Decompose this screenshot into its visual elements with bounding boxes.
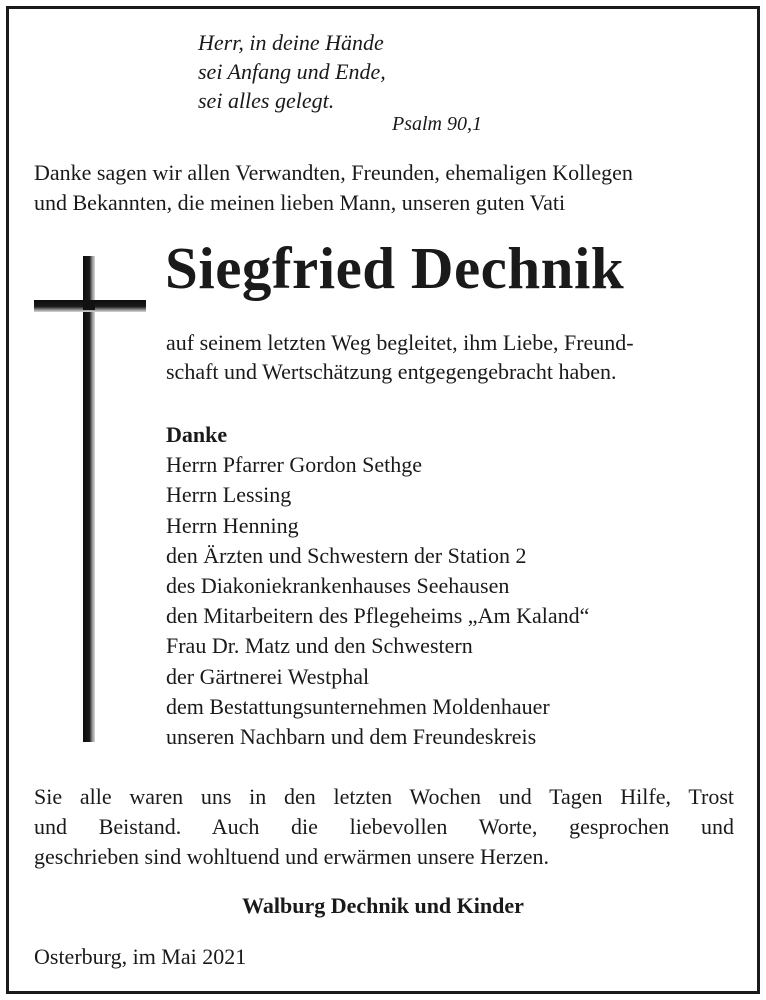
closing-line: geschrieben sind wohltuend und erwärmen unsere Herzen. bbox=[34, 844, 549, 869]
motto-line: Herr, in deine Hände bbox=[198, 30, 384, 55]
intro-text bbox=[34, 158, 734, 218]
intro-line: und Bekannten, die meinen lieben Mann, unseren guten Vati bbox=[34, 190, 566, 215]
motto-line: sei alles gelegt. bbox=[198, 88, 335, 113]
place-date: Osterburg, im Mai 2021 bbox=[34, 944, 247, 969]
thanks-item: Herrn Lessing bbox=[166, 482, 292, 508]
paragraph-line: auf seinem letzten Weg begleitet, ihm Liebe, Freund- bbox=[166, 330, 634, 355]
thanks-item: den Ärzten und Schwestern der Station 2 bbox=[166, 542, 527, 568]
intro-line: Danke sagen wir allen Verwandten, Freunden, ehemaligen Kollegen bbox=[34, 160, 633, 185]
gratitude-paragraph bbox=[166, 328, 736, 386]
thanks-list bbox=[166, 420, 726, 752]
thanks-item: der Gärtnerei Westphal bbox=[166, 663, 370, 689]
thanks-item: Herrn Henning bbox=[166, 512, 299, 538]
thanks-item: den Mitarbeitern des Pflegeheims „Am Kaland“ bbox=[166, 603, 590, 629]
motto-line: sei Anfang und Ende, bbox=[198, 59, 386, 84]
paragraph-line: schaft und Wertschätzung entgegengebracht haben. bbox=[166, 359, 617, 384]
motto-verse bbox=[198, 28, 386, 115]
thanks-item: Herrn Pfarrer Gordon Sethge bbox=[166, 452, 422, 478]
deceased-name: Siegfried Dechnik bbox=[165, 235, 625, 301]
thanks-item: dem Bestattungsunternehmen Moldenhauer bbox=[166, 693, 550, 719]
closing-line: Sie alle waren uns in den letzten Wochen und Tagen Hilfe, Trost bbox=[34, 784, 734, 809]
thanks-item: unseren Nachbarn und dem Freundeskreis bbox=[166, 724, 537, 750]
thanks-item: des Diakoniekrankenhauses Seehausen bbox=[166, 573, 510, 599]
closing-text bbox=[34, 782, 734, 872]
closing-line: und Beistand. Auch die liebevollen Worte, gesprochen und bbox=[34, 814, 734, 839]
thanks-heading: Danke bbox=[166, 422, 228, 447]
thanks-item: Frau Dr. Matz und den Schwestern bbox=[166, 633, 473, 659]
signature: Walburg Dechnik und Kinder bbox=[242, 893, 524, 918]
motto-source: Psalm 90,1 bbox=[392, 113, 482, 135]
cross-icon bbox=[32, 252, 150, 744]
